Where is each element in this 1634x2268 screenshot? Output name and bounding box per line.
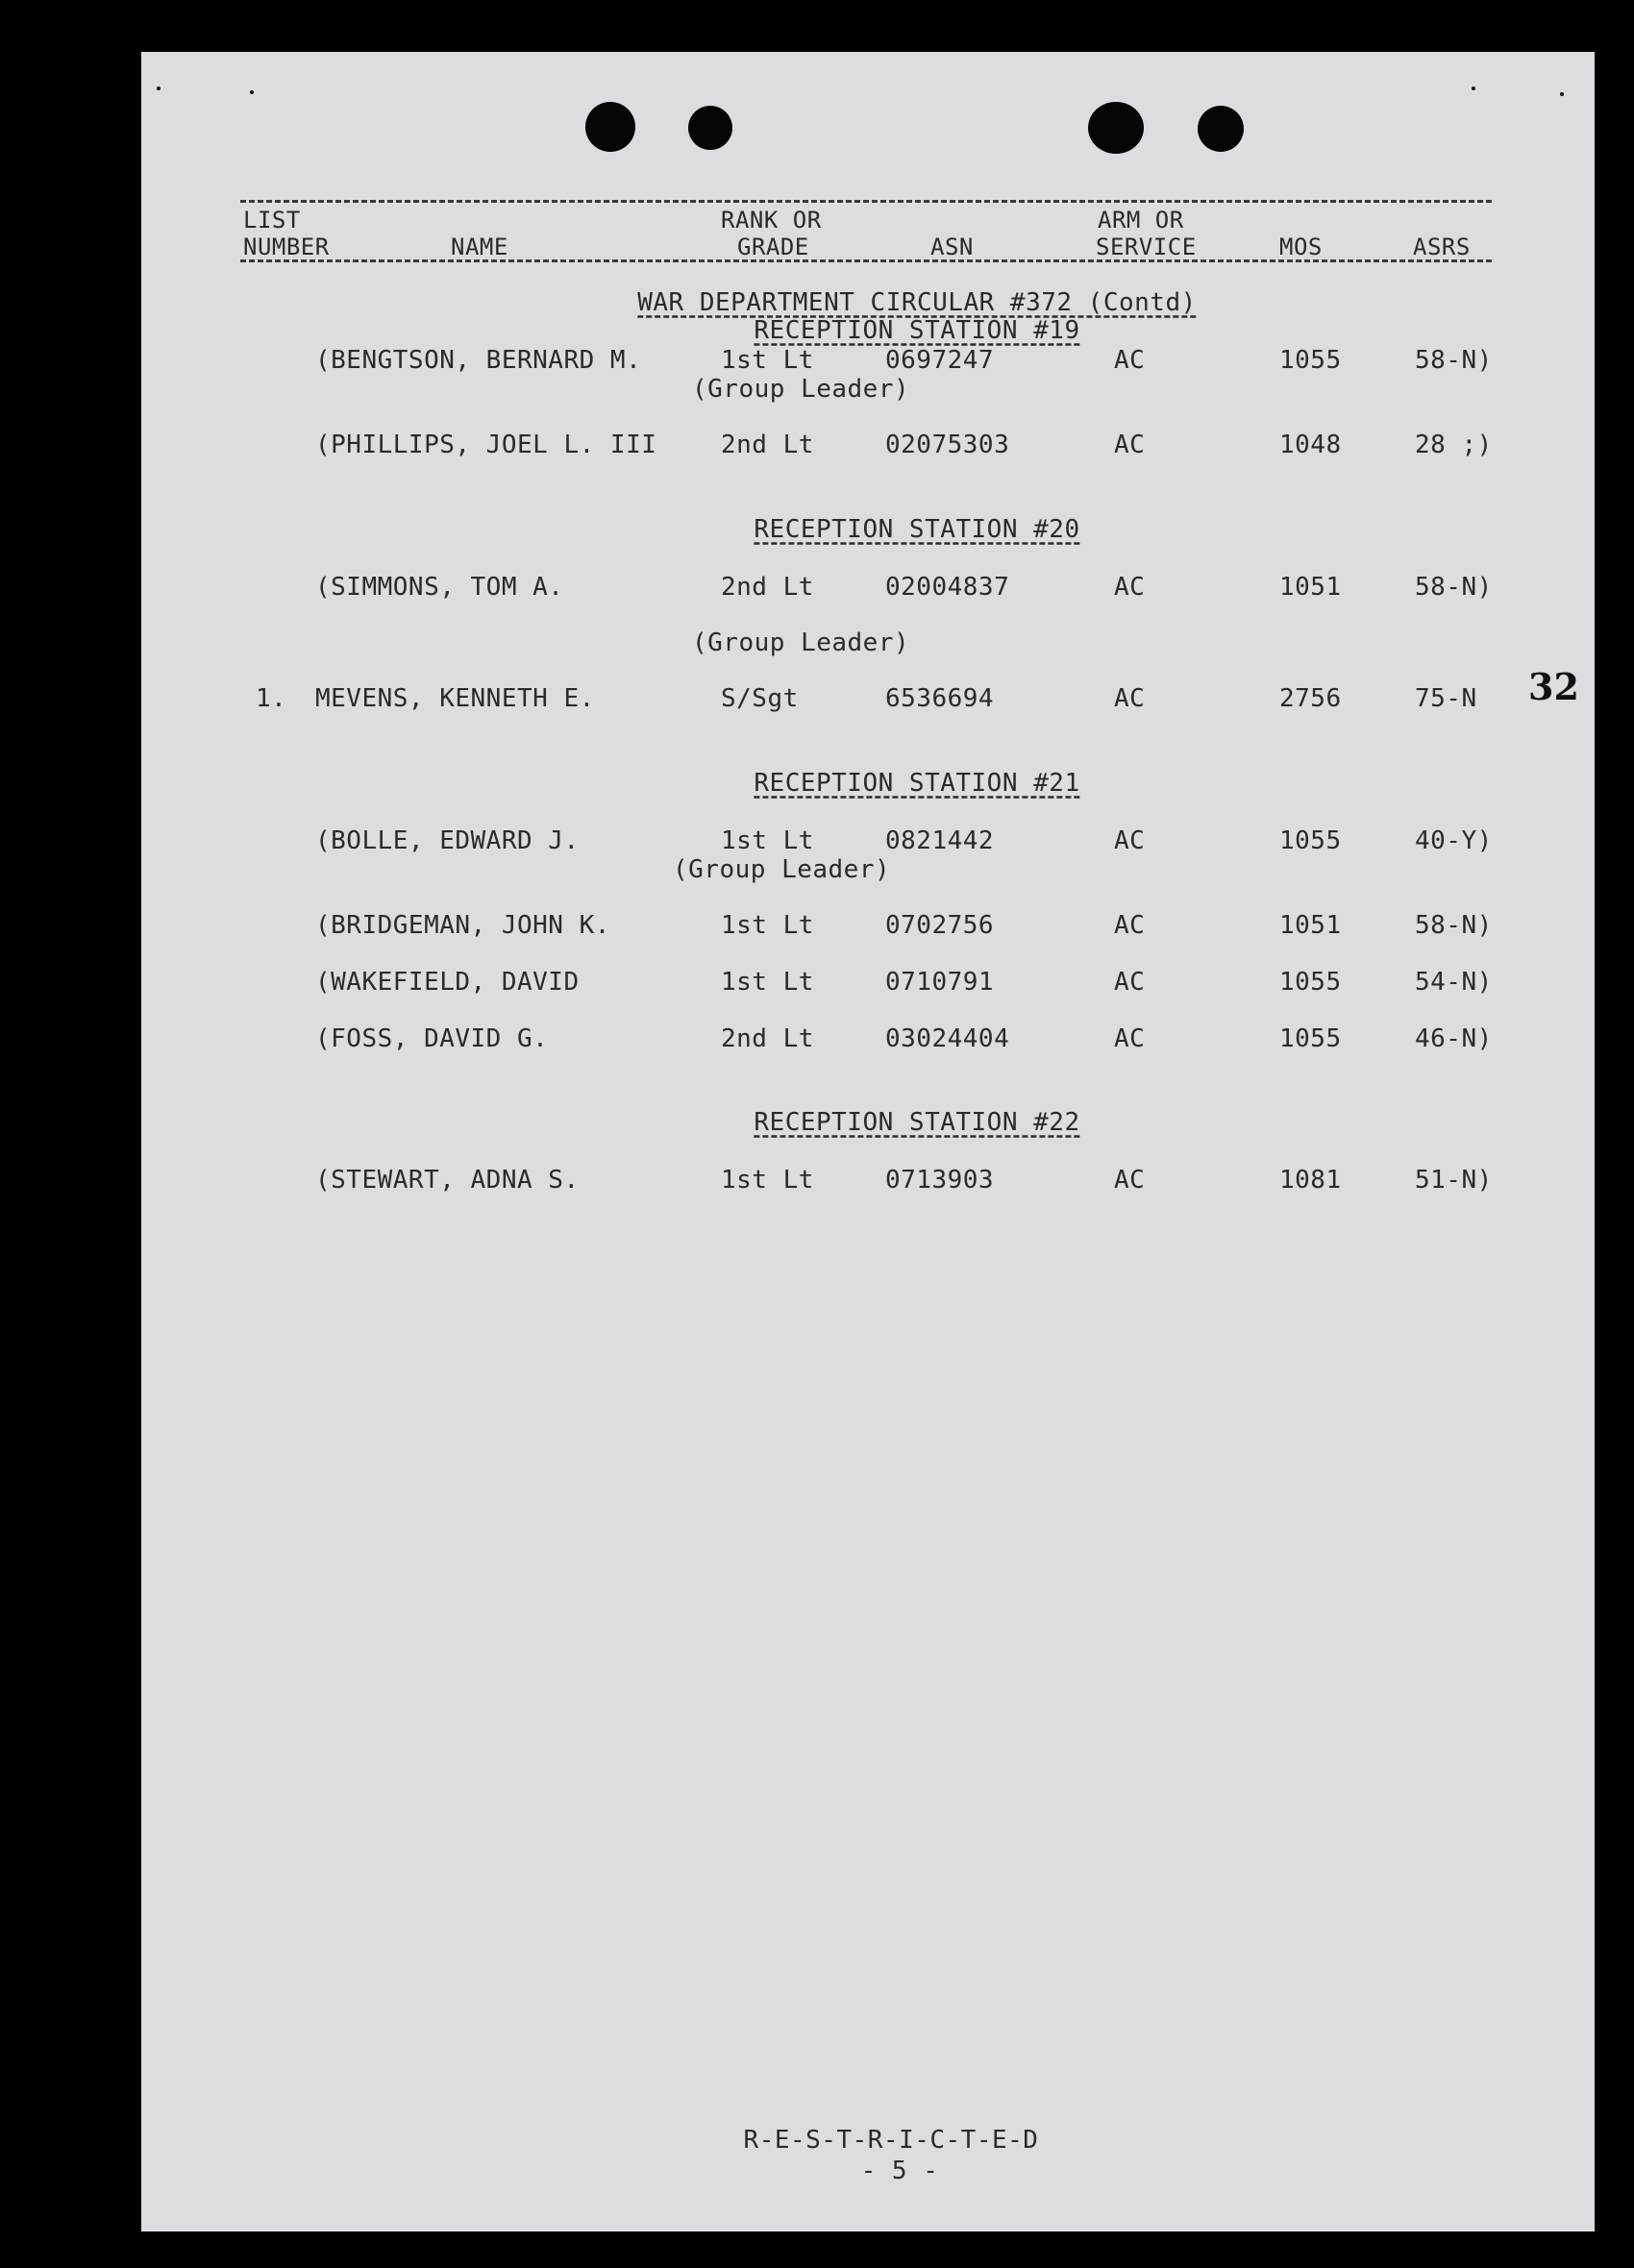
row-asn: 03024404 xyxy=(885,1024,1010,1053)
header-asrs: ASRS xyxy=(1413,234,1471,260)
row-asrs: 46-N) xyxy=(1415,1024,1493,1053)
row-mos: 1051 xyxy=(1279,911,1342,940)
row-asn: 0821442 xyxy=(885,826,995,855)
row-asrs: 40-Y) xyxy=(1415,826,1493,855)
row-arm: AC xyxy=(1114,1166,1146,1195)
row-asrs: 58-N) xyxy=(1415,346,1493,375)
row-name: (PHILLIPS, JOEL L. III xyxy=(315,431,657,459)
row-arm: AC xyxy=(1114,684,1146,713)
row-rank: 1st Lt xyxy=(721,968,814,997)
speck xyxy=(1472,86,1475,90)
row-rank: 2nd Lt xyxy=(721,1024,814,1053)
header-asn: ASN xyxy=(930,234,974,260)
header-bottom-rule xyxy=(240,259,1492,262)
page-mark-stamp: 32 xyxy=(1528,665,1579,708)
row-rank: 2nd Lt xyxy=(721,573,814,602)
header-name: NAME xyxy=(451,234,508,260)
row-arm: AC xyxy=(1114,1024,1146,1053)
row-asn: 0702756 xyxy=(885,911,995,940)
row-asn: 0697247 xyxy=(885,346,995,375)
row-arm: AC xyxy=(1114,573,1146,602)
row-asrs: 54-N) xyxy=(1415,968,1493,997)
speck xyxy=(250,90,254,94)
header-arm-1: ARM OR xyxy=(1098,207,1184,234)
punch-hole xyxy=(1198,106,1244,152)
row-arm: AC xyxy=(1114,826,1146,855)
row-asrs: 51-N) xyxy=(1415,1166,1493,1195)
row-asn: 6536694 xyxy=(885,684,995,713)
row-arm: AC xyxy=(1114,431,1146,459)
row-name: (BENGTSON, BERNARD M. xyxy=(315,346,642,375)
row-asrs: 75-N xyxy=(1415,684,1477,713)
restricted-marking: R-E-S-T-R-I-C-T-E-D xyxy=(743,2126,1039,2155)
speck xyxy=(157,86,161,90)
header-rank-1: RANK OR xyxy=(721,207,822,234)
header-list-number-2: NUMBER xyxy=(243,234,330,260)
row-name: (FOSS, DAVID G. xyxy=(315,1024,549,1053)
row-asrs: 28 ;) xyxy=(1415,431,1493,459)
row-name: MEVENS, KENNETH E. xyxy=(315,684,595,713)
section-title: RECEPTION STATION #20 xyxy=(754,515,1080,544)
row-rank: 1st Lt xyxy=(721,1166,814,1195)
row-mos: 1055 xyxy=(1279,1024,1342,1053)
row-asrs: 58-N) xyxy=(1415,573,1493,602)
row-rank: 2nd Lt xyxy=(721,431,814,459)
row-arm: AC xyxy=(1114,346,1146,375)
section-title: RECEPTION STATION #21 xyxy=(754,769,1080,798)
punch-hole xyxy=(1088,102,1144,154)
row-note: (Group Leader) xyxy=(673,855,891,884)
row-name: (WAKEFIELD, DAVID xyxy=(315,968,580,997)
page-number: - 5 - xyxy=(860,2157,939,2185)
row-name: (SIMMONS, TOM A. xyxy=(315,573,564,602)
row-rank: S/Sgt xyxy=(721,684,799,713)
header-rank-2: GRADE xyxy=(737,234,809,260)
section-title: RECEPTION STATION #19 xyxy=(754,316,1080,345)
speck xyxy=(1560,92,1564,96)
header-mos: MOS xyxy=(1279,234,1323,260)
row-mos: 1055 xyxy=(1279,968,1342,997)
row-arm: AC xyxy=(1114,968,1146,997)
row-asn: 02004837 xyxy=(885,573,1010,602)
row-name: (STEWART, ADNA S. xyxy=(315,1166,580,1195)
header-list-number-1: LIST xyxy=(243,207,301,234)
row-rank: 1st Lt xyxy=(721,911,814,940)
row-rank: 1st Lt xyxy=(721,826,814,855)
row-mos: 1055 xyxy=(1279,346,1342,375)
row-rank: 1st Lt xyxy=(721,346,814,375)
row-asrs: 58-N) xyxy=(1415,911,1493,940)
row-note: (Group Leader) xyxy=(692,375,910,404)
row-arm: AC xyxy=(1114,911,1146,940)
row-number: 1. xyxy=(256,684,287,713)
row-name: (BOLLE, EDWARD J. xyxy=(315,826,580,855)
row-asn: 0713903 xyxy=(885,1166,995,1195)
row-mos: 1051 xyxy=(1279,573,1342,602)
row-asn: 0710791 xyxy=(885,968,995,997)
punch-hole xyxy=(688,106,732,150)
header-top-rule xyxy=(240,200,1492,203)
header-arm-2: SERVICE xyxy=(1096,234,1197,260)
section-title: RECEPTION STATION #22 xyxy=(754,1108,1080,1137)
document-page xyxy=(141,52,1595,2231)
row-asn: 02075303 xyxy=(885,431,1010,459)
row-mos: 1081 xyxy=(1279,1166,1342,1195)
row-note: (Group Leader) xyxy=(692,629,910,657)
row-mos: 2756 xyxy=(1279,684,1342,713)
row-name: (BRIDGEMAN, JOHN K. xyxy=(315,911,610,940)
row-mos: 1048 xyxy=(1279,431,1342,459)
punch-hole xyxy=(585,102,635,152)
circular-title: WAR DEPARTMENT CIRCULAR #372 (Contd) xyxy=(637,288,1197,317)
row-mos: 1055 xyxy=(1279,826,1342,855)
